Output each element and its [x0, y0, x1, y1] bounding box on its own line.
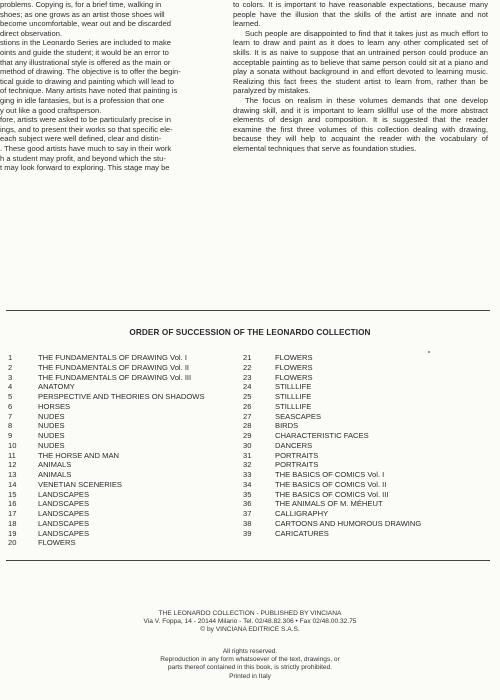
- volume-number: 11: [8, 450, 16, 460]
- list-item: [8, 460, 228, 470]
- volume-title: STILLLIFE: [275, 382, 312, 392]
- collection-title: ORDER OF SUCCESSION OF THE LEONARDO COLLECTION: [129, 328, 371, 337]
- volume-number: 17: [8, 509, 17, 518]
- volume-number: 25: [243, 392, 252, 401]
- volume-title: VENETIAN SCENERIES: [38, 479, 122, 489]
- volume-title: FLOWERS: [275, 353, 313, 362]
- volume-title: STILLLIFE: [275, 401, 312, 411]
- list-item: [8, 421, 228, 431]
- volume-number: 14: [8, 479, 17, 489]
- volume-title: LANDSCAPES: [38, 518, 90, 528]
- list-item: [243, 382, 493, 392]
- volume-number: 22: [243, 362, 252, 372]
- volume-number: 12: [8, 460, 17, 470]
- divider-top: [6, 310, 490, 311]
- volume-title: THE ANIMALS OF M. MÉHEUT: [275, 499, 383, 509]
- list-item: [243, 412, 493, 422]
- volume-number: 33: [243, 470, 252, 479]
- volume-title: ANIMALS: [38, 470, 72, 479]
- volume-title: BIRDS: [275, 421, 299, 431]
- text-line: y out like a good craftsperson.: [0, 105, 102, 115]
- list-item: [8, 490, 228, 500]
- text-line: ging in idle fantasies, but is a profession that one: [0, 95, 165, 105]
- volume-number: 16: [8, 499, 17, 509]
- divider-bottom: [6, 560, 490, 561]
- volume-title: CARICATURES: [275, 528, 329, 538]
- volume-title: PORTRAITS: [275, 460, 319, 470]
- right-text-column: [233, 0, 488, 154]
- volume-number: 38: [243, 518, 252, 528]
- volume-title: THE BASICS OF COMICS Vol. I: [275, 470, 385, 479]
- volume-number: 15: [8, 489, 17, 499]
- address-line: Via V. Foppa, 14 - 20144 Milano - Tel. 02/48.82.306 • Fax 02/48.00.32.75: [143, 618, 357, 626]
- volume-number: 7: [8, 411, 13, 421]
- volume-number: 10: [8, 440, 17, 450]
- text-line: t may look forward to exploring. This stage may be: [0, 163, 170, 173]
- text-line: stions in the Leonardo Series are included to make: [0, 38, 171, 48]
- list-item: [8, 451, 228, 461]
- list-item: [8, 412, 228, 422]
- list-item: [8, 363, 228, 373]
- volume-number: 6: [8, 401, 13, 411]
- volume-number: 30: [243, 440, 252, 450]
- volume-number: 34: [243, 479, 252, 489]
- paragraph: The focus on realism in these volumes demands that one develop drawing skill, and it is important to learn skillful use of the more abstract elements of design and composition. It is suggested that the reader examine the first three volumes of this collection dealing with drawing, because they will help to acquaint the reader with the vocabulary of elemental techniques that serve as foundation studies.: [233, 95, 488, 153]
- publisher-info: [0, 610, 500, 635]
- text-line: fore, artists were asked to be particularly precise in: [0, 115, 171, 125]
- volume-number: 37: [243, 509, 252, 518]
- list-item: [243, 392, 493, 402]
- volume-title: THE BASICS OF COMICS Vol. II: [275, 479, 387, 489]
- list-item: [8, 470, 228, 480]
- list-item: [243, 373, 493, 383]
- list-item: [243, 363, 493, 373]
- volume-title: LANDSCAPES: [38, 489, 90, 499]
- rights-line: Printed in Italy: [229, 672, 271, 680]
- volume-title: FLOWERS: [275, 362, 313, 372]
- text-line: oints and guide the student; it would be an error to: [0, 47, 169, 57]
- list-item: [8, 373, 228, 383]
- publisher-line: THE LEONARDO COLLECTION - PUBLISHED BY VINCIANA: [158, 610, 342, 617]
- list-item: [243, 519, 493, 529]
- list-item: [8, 382, 228, 392]
- rights-line: All rights reserved.: [222, 648, 278, 655]
- volume-title: LANDSCAPES: [38, 528, 90, 538]
- volume-title: NUDES: [38, 421, 65, 431]
- volume-title: FLOWERS: [38, 538, 76, 548]
- text-line: direct observation.: [0, 28, 63, 38]
- volume-list-left: [8, 353, 228, 548]
- volume-title: THE FUNDAMENTALS OF DRAWING Vol. I: [38, 353, 187, 362]
- volume-title: LANDSCAPES: [38, 499, 90, 509]
- volume-number: 28: [243, 421, 252, 431]
- volume-title: STILLLIFE: [275, 392, 312, 401]
- volume-number: 9: [8, 431, 13, 440]
- text-line: h a student may profit, and beyond which the stu-: [0, 153, 166, 163]
- volume-number: 31: [243, 450, 252, 460]
- list-item: [8, 353, 228, 363]
- volume-title: CALLIGRAPHY: [275, 509, 329, 518]
- volume-number: 18: [8, 518, 17, 528]
- volume-title: CHARACTERISTIC FACES: [275, 431, 369, 440]
- volume-title: NUDES: [38, 431, 65, 440]
- list-item: [8, 441, 228, 451]
- volume-number: 36: [243, 499, 252, 509]
- text-line: problems. Copying is, for a brief time, walking in: [0, 0, 162, 9]
- list-item: [243, 441, 493, 451]
- rights-line: parts thereof contained in this book, is strictly prohibited.: [167, 664, 333, 672]
- volume-number: 8: [8, 421, 13, 431]
- list-item: [8, 431, 228, 441]
- list-item: [243, 460, 493, 470]
- volume-title: ANATOMY: [38, 382, 75, 392]
- volume-title: ANIMALS: [38, 460, 72, 470]
- text-line: ings, and to present their works so that specific ele-: [0, 124, 173, 134]
- list-item: [243, 490, 493, 500]
- rights-line: Reproduction in any form whatsoever of the text, drawings, or: [160, 656, 340, 664]
- list-item: [8, 538, 228, 548]
- text-line: shoes; as one grows as an artist those shoes will: [0, 9, 165, 19]
- volume-title: FLOWERS: [275, 372, 313, 382]
- volume-title: PORTRAITS: [275, 450, 319, 460]
- list-item: [243, 431, 493, 441]
- text-line: each subject were well defined, clear and distin-: [0, 134, 162, 144]
- volume-number: 5: [8, 392, 13, 401]
- volume-number: 32: [243, 460, 252, 470]
- volume-number: 2: [8, 362, 13, 372]
- volume-number: 26: [243, 401, 252, 411]
- volume-number: 19: [8, 528, 17, 538]
- left-text-column: [0, 0, 218, 173]
- volume-number: 29: [243, 431, 252, 440]
- volume-list-right: [243, 353, 493, 538]
- volume-title: HORSES: [38, 401, 71, 411]
- volume-title: PERSPECTIVE AND THEORIES ON SHADOWS: [38, 392, 205, 401]
- text-line: that any illustrational style is offered as the main or: [0, 57, 171, 67]
- volume-number: 23: [243, 372, 252, 382]
- list-item: [8, 480, 228, 490]
- list-item: [8, 402, 228, 412]
- list-item: [8, 499, 228, 509]
- volume-number: 1: [8, 353, 13, 362]
- list-item: [243, 529, 493, 539]
- list-item: [243, 470, 493, 480]
- volume-title: NUDES: [38, 440, 65, 450]
- volume-number: 20: [8, 538, 17, 548]
- volume-number: 27: [243, 411, 252, 421]
- rights-notice: [0, 648, 500, 681]
- text-line: . These good artists have much to say in their work: [0, 143, 172, 153]
- list-item: [8, 509, 228, 519]
- volume-number: 39: [243, 528, 252, 538]
- list-item: [8, 529, 228, 539]
- volume-title: THE HORSE AND MAN: [38, 450, 120, 460]
- volume-title: NUDES: [38, 411, 65, 421]
- volume-title: THE FUNDAMENTALS OF DRAWING Vol. III: [38, 372, 192, 382]
- paragraph: Such people are disappointed to find that it takes just as much effort to learn to draw and paint as it does to learn any other complicated set of skills. It is as naive to suppose that an untrained person could produce an acceptable painting as to believe that same person could sit at a piano and play a sonata without background in and effort devoted to learning music. Realizing this fact frees the student artist to learn from, rather than be paralyzed by mistakes.: [233, 28, 488, 96]
- copyright-line: © by VINCIANA EDITRICE S.A.S.: [200, 626, 300, 634]
- volume-title: DANCERS: [275, 440, 313, 450]
- text-line: become uncomfortable, wear out and be discarded: [0, 19, 171, 29]
- list-item: [243, 451, 493, 461]
- volume-title: THE FUNDAMENTALS OF DRAWING Vol. II: [38, 362, 190, 372]
- volume-title: CARTOONS AND HUMOROUS DRAWING: [275, 518, 422, 528]
- volume-number: 4: [8, 382, 13, 392]
- volume-title: THE BASICS OF COMICS Vol. III: [275, 489, 389, 499]
- list-item: [243, 509, 493, 519]
- volume-number: 24: [243, 382, 252, 392]
- paragraph: to colors. It is important to have reasonable expectations, because many people have the illusion that the skills of the artist are innate and not learned.: [233, 0, 488, 29]
- list-item: [243, 402, 493, 412]
- volume-number: 3: [8, 372, 13, 382]
- volume-number: 21: [243, 353, 252, 362]
- text-line: tical guide to drawing and painting which will lead to: [0, 76, 174, 86]
- list-item: [243, 499, 493, 509]
- volume-title: SEASCAPES: [275, 411, 322, 421]
- volume-title: LANDSCAPES: [38, 509, 90, 518]
- list-item: [243, 353, 493, 363]
- text-line: of technique. Many artists have noted that painting is: [0, 86, 178, 96]
- volume-number: 13: [8, 470, 17, 479]
- list-item: [8, 519, 228, 529]
- list-item: [243, 421, 493, 431]
- volume-number: 35: [243, 489, 252, 499]
- list-item: [8, 392, 228, 402]
- list-item: [243, 480, 493, 490]
- text-line: method of drawing. The objective is to offer the begin-: [0, 67, 181, 77]
